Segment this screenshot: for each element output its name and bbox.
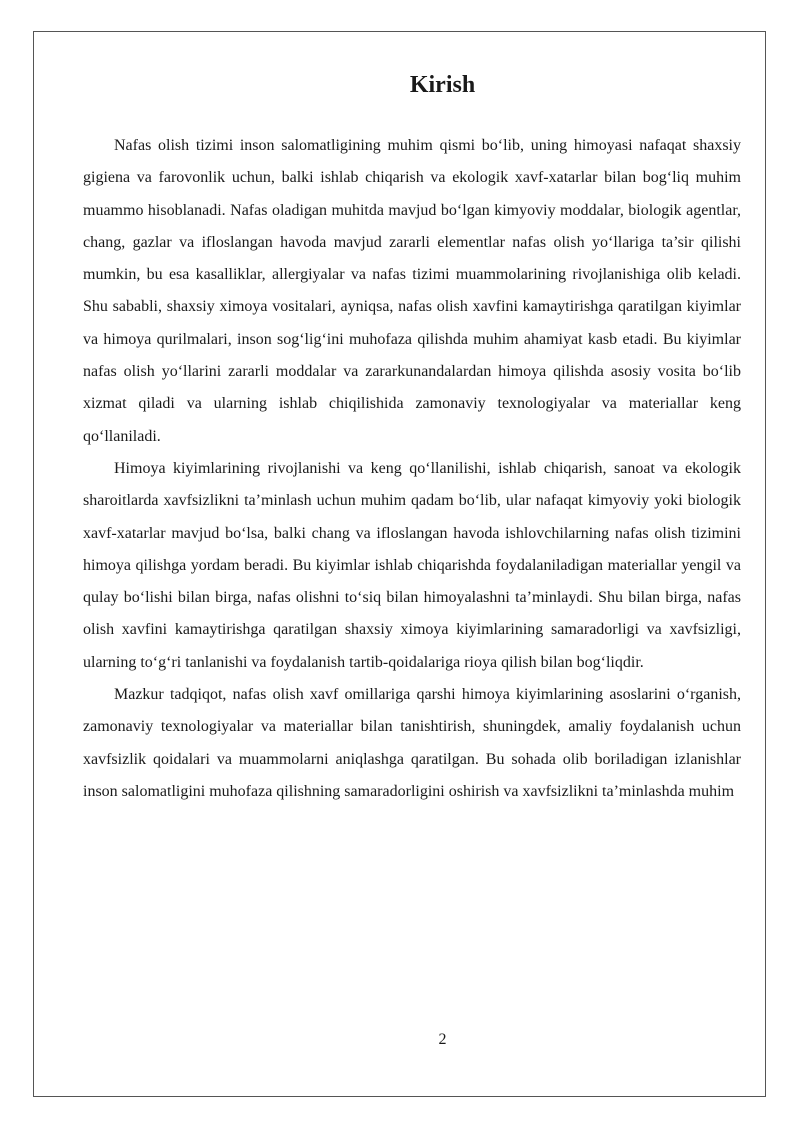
paragraph-2: Himoya kiyimlarining rivojlanishi va keng qo‘llanilishi, ishlab chiqarish, sanoat va ekologik sharoitlarda xavfsizlikni ta’minlash uchun muhim qadam bo‘lib, ular nafaqat kimyoviy yoki biologik xavf-xatarlar mavjud bo‘lsa, balki chang va ifloslangan havoda ishlovchilarning nafas olish tizimini himoya qilishga yordam beradi. Bu kiyimlar ishlab chiqarishda foydalaniladigan materiallar yengil va qulay bo‘lishi bilan birga, nafas olishni to‘siq bilan himoyalashni ta’minlaydi. Shu bilan birga, nafas olish xavfini kamaytirishga qaratilgan shaxsiy ximoya kiyimlarining samaradorligi va xavfsizligi, ularning to‘g‘ri tanlanishi va foydalanish tartib-qoidalariga rioya qilish bilan bog‘liqdir. [83, 459, 741, 671]
page-title: Kirish [409, 72, 476, 98]
page-number: 2 [438, 1031, 447, 1048]
paragraph-1: Nafas olish tizimi inson salomatligining muhim qismi bo‘lib, uning himoyasi nafaqat shaxsiy gigiena va farovonlik uchun, balki ishlab chiqarish va ekologik xavf-xatarlar bilan bog‘liq muhim muammo hisoblanadi. Nafas oladigan muhitda mavjud bo‘lgan kimyoviy moddalar, biologik agentlar, chang, gazlar va ifloslangan havoda mavjud zararli elementlar nafas olish yo‘llariga ta’sir qilishi mumkin, bu esa kasalliklar, allergiyalar va nafas tizimi muammolarining rivojlanishiga olib keladi. Shu sababli, shaxsiy ximoya vositalari, ayniqsa, nafas olish xavfini kamaytirishga qaratilgan kiyimlar va himoya qurilmalari, inson sog‘lig‘ini muhofaza qilishda muhim ahamiyat kasb etadi. Bu kiyimlar nafas olish yo‘llarini zararli moddalar va zararkunandalardan himoya qilishda asosiy vosita bo‘lib xizmat qiladi va ularning ishlab chiqilishida zamonaviy texnologiyalar va materiallar keng qo‘llaniladi. [83, 137, 741, 445]
paragraph-3: Mazkur tadqiqot, nafas olish xavf omillariga qarshi himoya kiyimlarining asoslarini o‘rganish, zamonaviy texnologiyalar va materiallar bilan tanishtirish, shuningdek, amaliy foydalanish uchun xavfsizlik qoidalari va muammolarni aniqlashga qaratilgan. Bu sohada olib boriladigan izlanishlar inson salomatligini muhofaza qilishning samaradorligini oshirish va xavfsizlikni ta’minlashda muhim [83, 686, 741, 800]
body-text [83, 130, 741, 808]
